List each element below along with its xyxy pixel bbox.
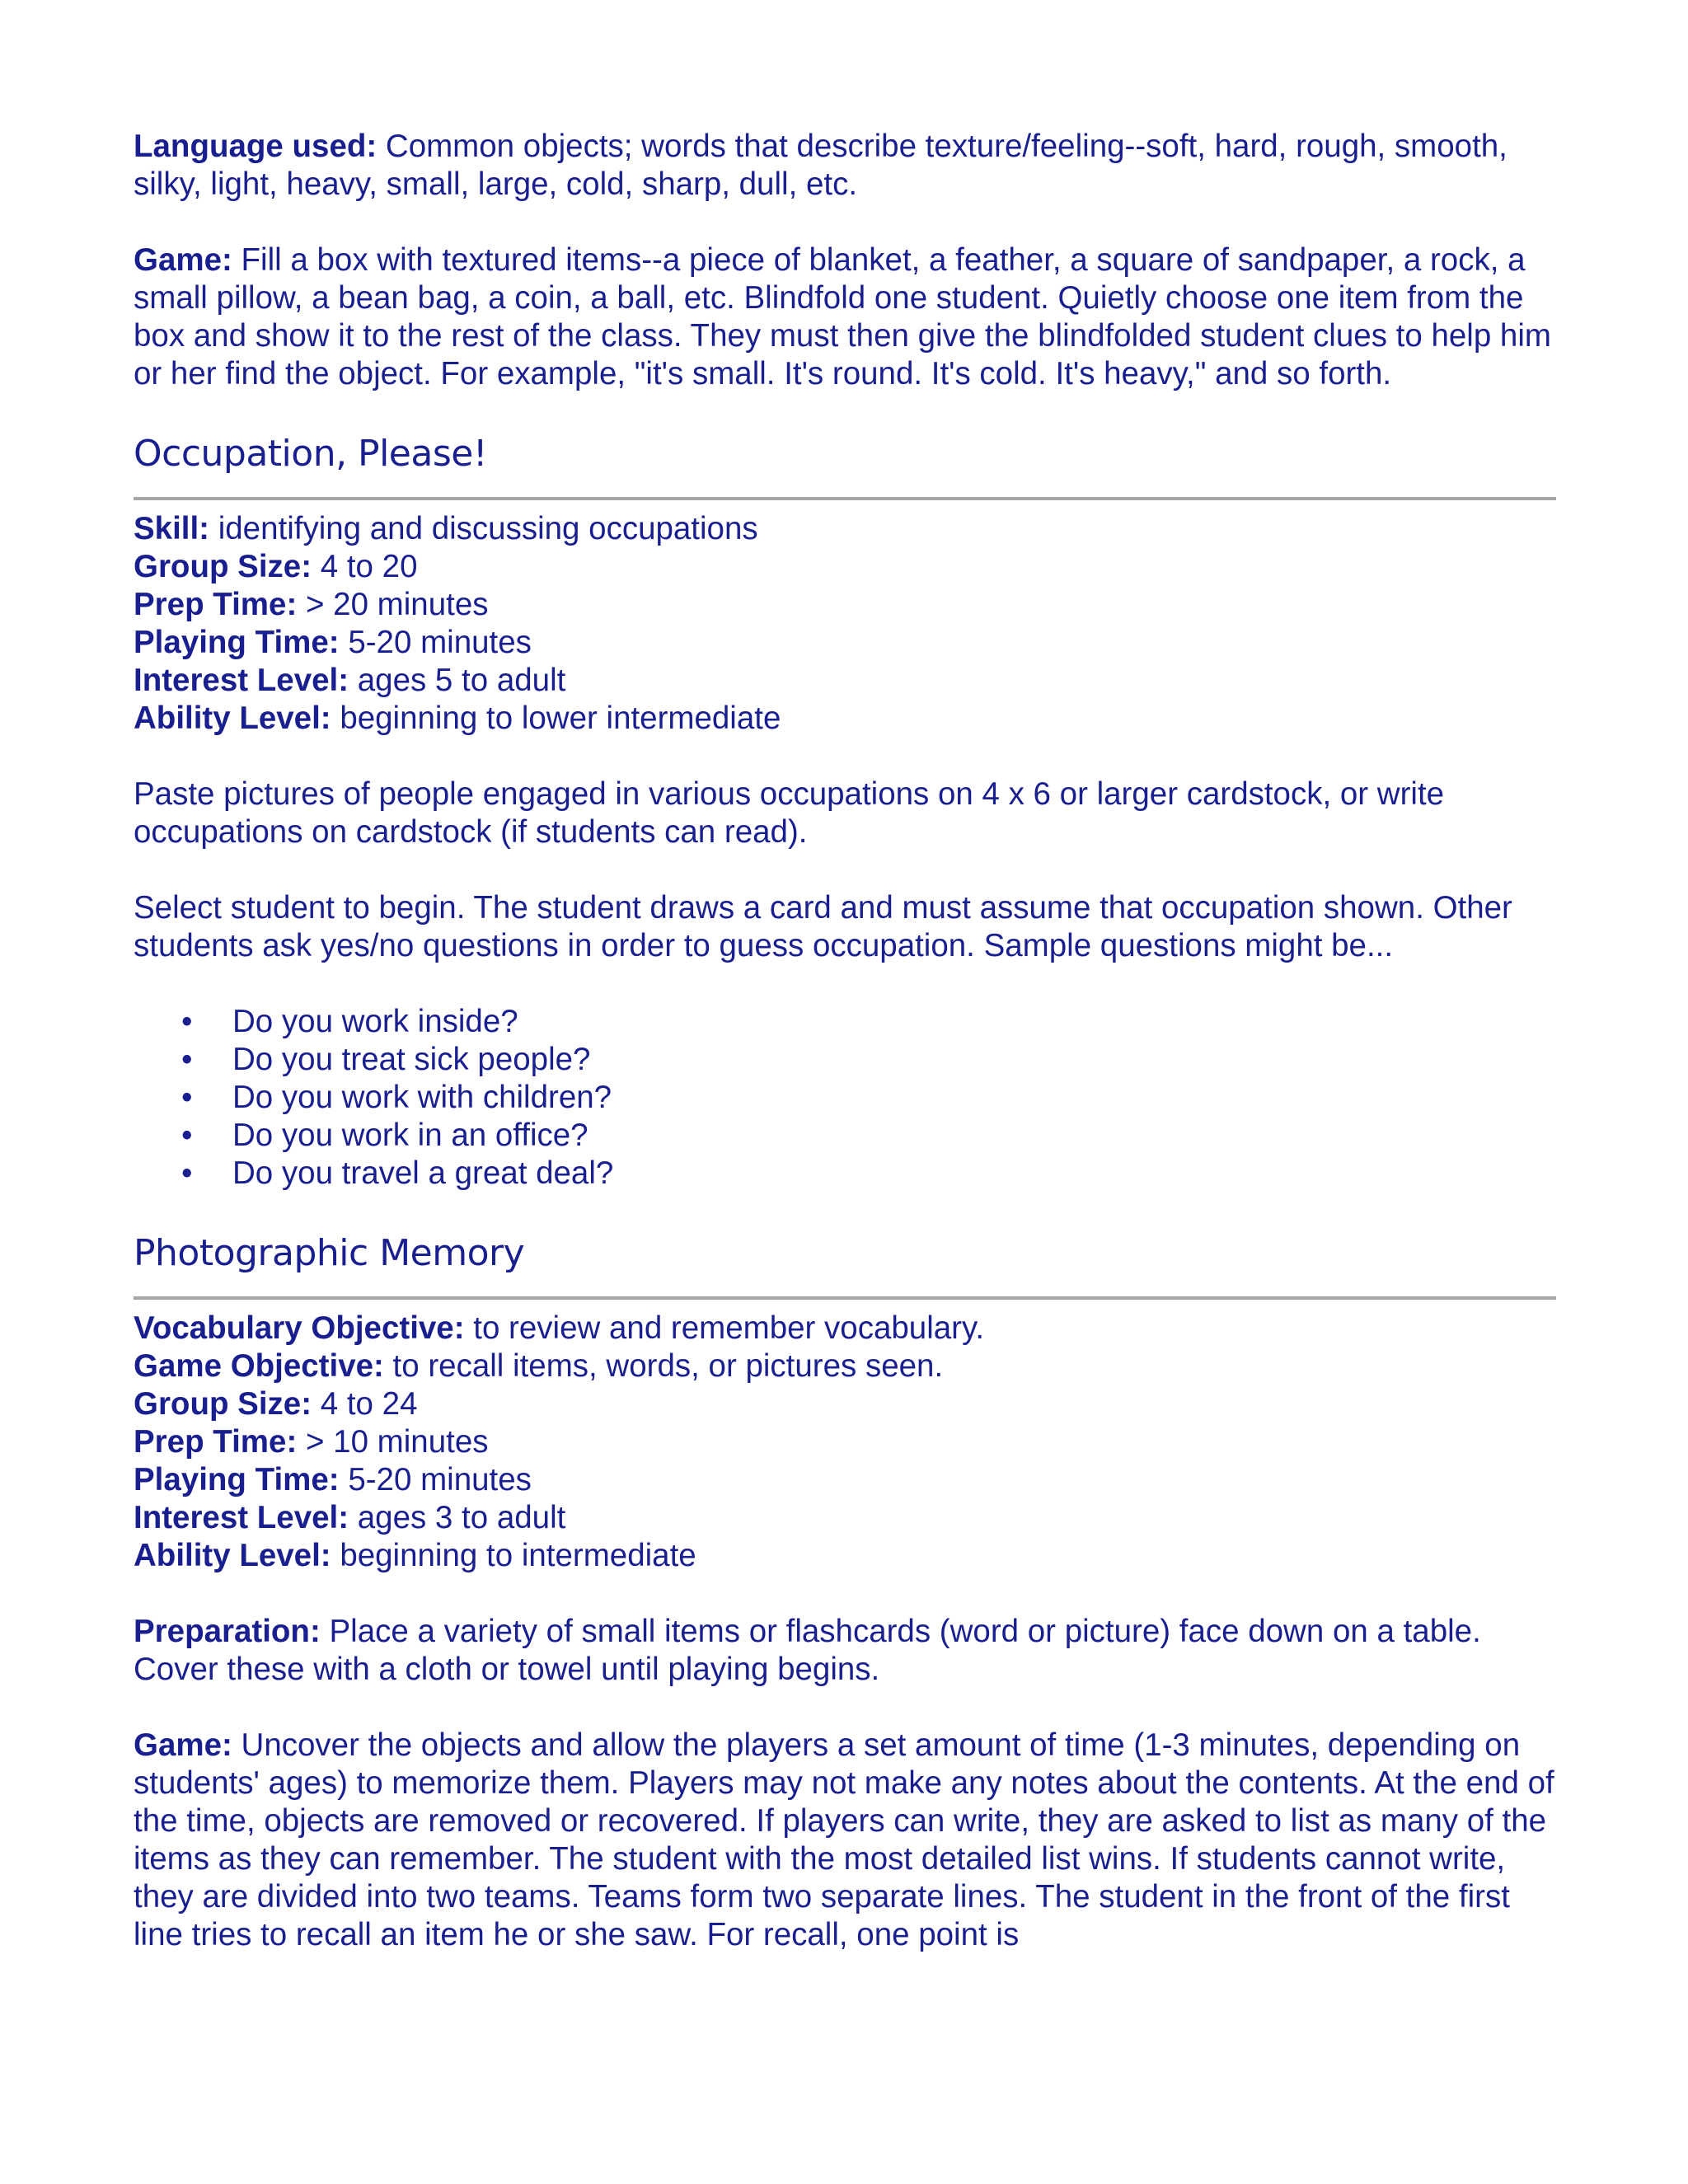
meta-label: Playing Time:	[134, 625, 340, 660]
photographic-meta-row	[134, 1423, 1556, 1461]
preparation-text: Place a variety of small items or flashcards (word or picture) face down on a table. Cover these with a cloth or towel until playing begins.	[134, 1614, 1481, 1687]
meta-label: Ability Level:	[134, 701, 331, 736]
meta-value: beginning to intermediate	[331, 1538, 696, 1573]
meta-label: Vocabulary Objective:	[134, 1310, 465, 1346]
meta-label: Game Objective:	[134, 1348, 384, 1384]
occupation-meta-row	[134, 700, 1556, 738]
meta-label: Prep Time:	[134, 587, 298, 622]
intro-game-label: Game:	[134, 242, 232, 278]
occupation-heading: Occupation, Please!	[134, 433, 487, 475]
meta-value: > 20 minutes	[297, 587, 489, 622]
photographic-game-text: Uncover the objects and allow the players a set amount of time (1-3 minutes, depending on students' ages) to memorize them. Players may not make any notes about the contents. At the end of the time, objects are removed or recovered. If players can write, they are asked to list as many of the items as they can remember. The student with the most detailed list wins. If students cannot write, they are divided into two teams. Teams form two separate lines. The student in the front of the first line tries to recall an item he or she saw. For recall, one point is	[134, 1727, 1554, 1952]
meta-value: to review and remember vocabulary.	[464, 1310, 985, 1346]
occupation-meta-row	[134, 586, 1556, 624]
list-item	[181, 1079, 1556, 1117]
occupation-meta-row	[134, 548, 1556, 586]
bullet-icon: •	[181, 1080, 193, 1115]
question-text: Do you travel a great deal?	[232, 1155, 614, 1191]
occupation-meta-row	[134, 624, 1556, 662]
preparation-label: Preparation:	[134, 1614, 321, 1649]
bullet-icon: •	[181, 1155, 193, 1191]
intro-game-text: Fill a box with textured items--a piece of blanket, a feather, a square of sandpaper, a rock, a small pillow, a bean bag, a coin, a ball, etc. Blindfold one student. Quietly choose one item from the box and show it to the rest of the class. They must then give the blindfolded student clues to help him or her find the object. For example, "it's small. It's round. It's cold. It's heavy," and so forth.	[134, 242, 1551, 391]
occupation-divider	[134, 497, 1556, 500]
meta-label: Playing Time:	[134, 1462, 340, 1497]
meta-value: ages 5 to adult	[349, 663, 566, 698]
meta-value: ages 3 to adult	[349, 1500, 566, 1535]
intro-game-paragraph	[134, 241, 1556, 393]
meta-value: beginning to lower intermediate	[331, 701, 781, 736]
bullet-icon: •	[181, 1004, 193, 1039]
meta-label: Group Size:	[134, 1386, 312, 1422]
list-item	[181, 1041, 1556, 1079]
occupation-paragraph-1: Paste pictures of people engaged in various occupations on 4 x 6 or larger cardstock, or write occupations on cardstock (if students can read).	[134, 776, 1445, 850]
bullet-icon: •	[181, 1118, 193, 1153]
photographic-meta	[134, 1310, 1556, 1575]
photographic-memory-divider	[134, 1296, 1556, 1300]
meta-label: Prep Time:	[134, 1424, 298, 1460]
photographic-meta-row	[134, 1310, 1556, 1347]
question-text: Do you work with children?	[232, 1080, 612, 1115]
list-item	[181, 1117, 1556, 1155]
photographic-game-label: Game:	[134, 1727, 232, 1763]
occupation-meta	[134, 510, 1556, 738]
photographic-memory-heading: Photographic Memory	[134, 1232, 525, 1274]
photographic-game-paragraph	[134, 1727, 1556, 1954]
meta-value: to recall items, words, or pictures seen.	[383, 1348, 944, 1384]
photographic-meta-row	[134, 1537, 1556, 1575]
meta-value: 5-20 minutes	[339, 1462, 532, 1497]
occupation-meta-row	[134, 662, 1556, 700]
photographic-meta-row	[134, 1385, 1556, 1423]
list-item	[181, 1155, 1556, 1193]
bullet-icon: •	[181, 1042, 193, 1077]
list-item	[181, 1003, 1556, 1041]
language-used-paragraph	[134, 128, 1556, 204]
language-used-label: Language used:	[134, 129, 377, 164]
meta-value: 4 to 20	[312, 549, 418, 584]
meta-value: identifying and discussing occupations	[209, 511, 758, 546]
meta-value: > 10 minutes	[297, 1424, 489, 1460]
meta-label: Ability Level:	[134, 1538, 331, 1573]
meta-label: Interest Level:	[134, 663, 349, 698]
meta-value: 5-20 minutes	[339, 625, 532, 660]
meta-value: 4 to 24	[312, 1386, 418, 1422]
photographic-meta-row	[134, 1461, 1556, 1499]
question-text: Do you work in an office?	[232, 1118, 588, 1153]
meta-label: Interest Level:	[134, 1500, 349, 1535]
occupation-paragraph-2: Select student to begin. The student draws a card and must assume that occupation shown. Other students ask yes/no questions in order to guess occupation. Sample questions might be...	[134, 890, 1512, 963]
occupation-meta-row	[134, 510, 1556, 548]
question-text: Do you treat sick people?	[232, 1042, 591, 1077]
preparation-paragraph	[134, 1613, 1556, 1689]
meta-label: Skill:	[134, 511, 210, 546]
question-text: Do you work inside?	[232, 1004, 518, 1039]
language-used-text: Common objects; words that describe texture/feeling--soft, hard, rough, smooth, silky, light, heavy, small, large, cold, sharp, dull, etc.	[134, 129, 1507, 202]
photographic-meta-row	[134, 1499, 1556, 1537]
meta-label: Group Size:	[134, 549, 312, 584]
photographic-meta-row	[134, 1347, 1556, 1385]
sample-questions-list	[134, 1003, 1556, 1193]
